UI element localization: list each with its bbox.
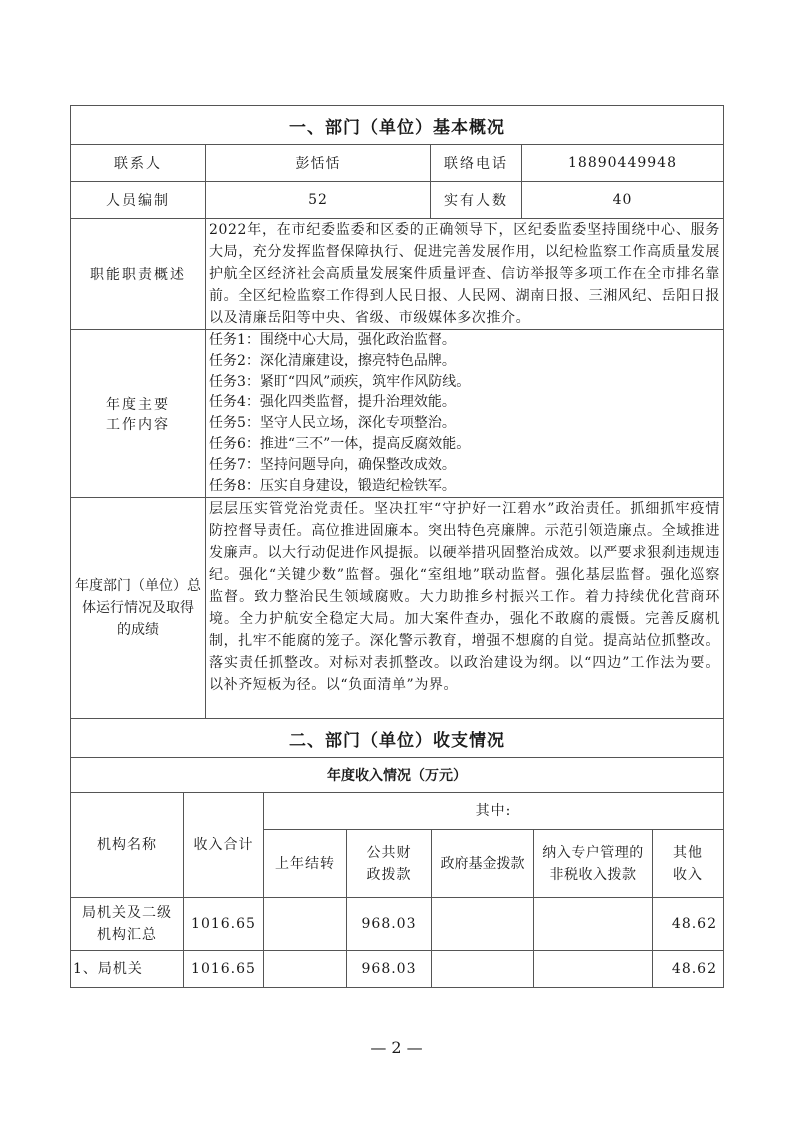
row-carryover — [264, 898, 347, 951]
row-other: 48.62 — [653, 951, 724, 988]
section-title-basic-info: 一、部门（单位）基本概况 — [71, 106, 724, 145]
row-carryover — [264, 951, 347, 988]
income-table — [70, 792, 724, 988]
duty-label: 职能职责概述 — [71, 219, 206, 330]
row-nontax — [534, 898, 653, 951]
annual-work-label-line1: 年度主要 — [106, 396, 170, 413]
annual-income-subtitle: 年度收入情况（万元） — [71, 758, 724, 793]
header-public-finance — [347, 830, 432, 898]
contact-label: 联系人 — [71, 145, 206, 182]
table-row — [71, 898, 724, 951]
row-org-name-line2: 机构汇总 — [97, 927, 157, 943]
header-nontax-line2: 非税收入拨款 — [549, 866, 637, 883]
row-gov-fund — [432, 898, 534, 951]
section-title-income-expense: 二、部门（单位）收支情况 — [71, 719, 724, 758]
task-item: 任务5：坚守人民立场，深化专项整治。 — [209, 415, 456, 432]
header-other-income — [653, 830, 724, 898]
basic-info-table — [70, 105, 724, 793]
task-item: 任务7：坚持问题导向，确保整改成效。 — [209, 456, 456, 473]
row-public-finance: 968.03 — [347, 951, 432, 988]
achievement-label — [71, 498, 206, 719]
duty-text: 2022年，在市纪委监委和区委的正确领导下，区纪委监委坚持围绕中心、服务大局，充分发挥监督保障执行、促进完善发展作用，以纪检监察工作高质量发展护航全区经济社会高质量发展案件质量评查、信访举报等多项工作在全市排名靠前。全区纪检监察工作得到人民日报、人民网、湖南日报、三湘风纪、岳阳日报以及清廉岳阳等中央、省级、市级媒体多次推介。 — [206, 219, 724, 330]
header-carryover: 上年结转 — [264, 830, 347, 898]
row-org-name — [71, 898, 184, 951]
phone-value: 18890449948 — [522, 145, 724, 182]
row-other: 48.62 — [653, 898, 724, 951]
header-of-which: 其中: — [264, 793, 724, 830]
row-gov-fund — [432, 951, 534, 988]
header-org-name: 机构名称 — [71, 793, 184, 898]
actual-staff-value: 40 — [522, 182, 724, 219]
annual-work-label-line2: 工作内容 — [106, 416, 170, 433]
row-public-finance: 968.03 — [347, 898, 432, 951]
phone-label: 联络电话 — [431, 145, 522, 182]
row-org-name: 1、局机关 — [71, 951, 184, 988]
header-gov-fund: 政府基金拨款 — [432, 830, 534, 898]
achievement-text: 层层压实管党治党责任。坚决扛牢“守护好一江碧水”政治责任。抓细抓牢疫情防控督导责任。高位推进固廉本。突出特色亮廉牌。示范引领造廉点。全域推进发廉声。以大行动促进作风提振。以硬举措巩固整治成效。以严要求狠刹违规违纪。强化“关键少数”监督。强化“室组地”联动监督。强化基层监督。强化巡察监督。致力整治民生领域腐败。大力助推乡村振兴工作。着力持续优化营商环境。全力护航安全稳定大局。加大案件查办，强化不敢腐的震慑。完善反腐机制，扎牢不能腐的笼子。深化警示教育，增强不想腐的自觉。提高站位抓整改。落实责任抓整改。对标对表抓整改。以政治建设为纲。以“四边”工作法为要。以补齐短板为径。以“负面清单”为界。 — [206, 498, 724, 719]
task-item: 任务3：紧盯“四风”顽疾，筑牢作风防线。 — [209, 373, 471, 390]
table-row — [71, 951, 724, 988]
task-item: 任务6：推进“三不”一体，提高反腐效能。 — [209, 435, 471, 452]
row-org-name-line1: 局机关及二级 — [82, 905, 172, 921]
achievement-label-line3: 的成绩 — [117, 622, 159, 638]
header-other-line1: 其他 — [673, 844, 703, 861]
task-item: 任务4：强化四类监督，提升治理效能。 — [209, 394, 456, 411]
header-other-line2: 收入 — [673, 866, 703, 883]
achievement-label-line1: 年度部门（单位）总 — [75, 578, 201, 594]
page-number: — 2 — — [370, 1038, 423, 1057]
staff-quota-value: 52 — [206, 182, 431, 219]
staff-quota-label: 人员编制 — [71, 182, 206, 219]
annual-work-label — [71, 330, 206, 498]
task-item: 任务2：深化清廉建设，擦亮特色品牌。 — [209, 352, 456, 369]
header-public-finance-line1: 公共财 — [366, 844, 412, 861]
task-item: 任务1：围绕中心大局，强化政治监督。 — [209, 332, 456, 348]
header-nontax — [534, 830, 653, 898]
header-public-finance-line2: 政拨款 — [366, 866, 412, 883]
row-total: 1016.65 — [184, 951, 264, 988]
header-total-income: 收入合计 — [184, 793, 264, 898]
task-item: 任务8：压实自身建设，锻造纪检铁军。 — [209, 477, 456, 494]
task-list — [206, 330, 724, 498]
header-nontax-line1: 纳入专户管理的 — [542, 844, 644, 861]
actual-staff-label: 实有人数 — [431, 182, 522, 219]
contact-value: 彭恬恬 — [206, 145, 431, 182]
achievement-label-line2: 体运行情况及取得 — [82, 600, 194, 616]
row-nontax — [534, 951, 653, 988]
row-total: 1016.65 — [184, 898, 264, 951]
